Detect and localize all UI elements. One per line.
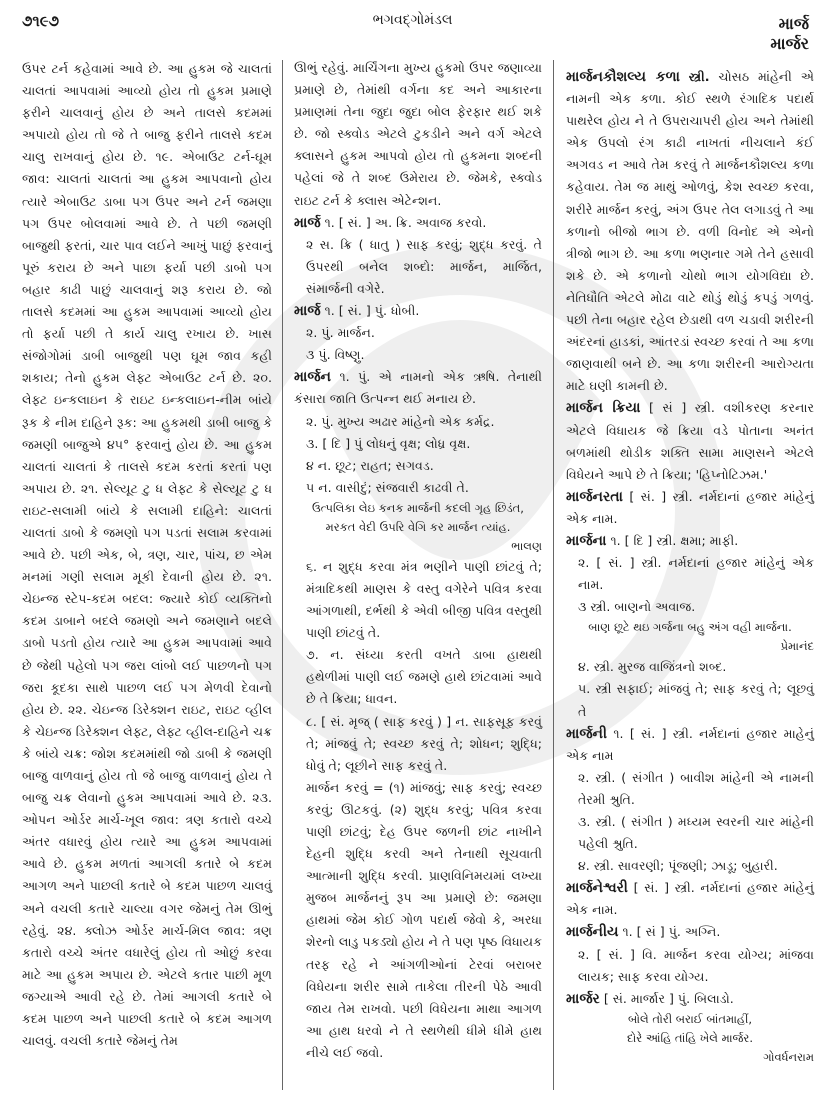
sense: ૧. [ સં ] પું. અગ્નિ. [622,924,721,940]
sense: ૧. [ સં. ] અ. ક્રિ. અવાજ કરવો. [324,214,487,230]
dictionary-entry [294,300,542,366]
definition: ચોસઠ માંહેની એ નામની એક કળા. કોઈ સ્થળે રંગાદિક પદાર્થ પાથરેલ હોય ને તે ઉપરાચાપરી હોય અને તેમાંથી એક ઉપલો રંગ કાઢી નાખતાં નીચલાને કંઈ અગવડ ન આવે તેમ કરવું તે માર્જનકૌશલ્ય કળા કહેવાય. તેમ જ માથું ઓળવું, કેશ સ્વચ્છ કરવા, શરીરે માર્જન કરવું, અંગ ઉપર તેલ લગાડવું તે આ કળાનો બીજો ભાગ છે. વળી વિનોદ એ એનો ત્રીજો ભાગ છે. આ કળા ભણનાર ગમે તેને હસાવી શકે છે. એ કળાનો ચોથો ભાગ યોગવિદ્યા છે. નેતિધૌતિ એટલે મોઢા વાટે થોડું થોડું કપડું ગળવું. પછી તેના બહાર રહેલ છેડાથી વળ ચડાવી શરીરની અંદરનાં હાડકાં, આંતરડાં સ્વચ્છ કરવાં તે આ કળા જાણવાથી બને છે. આ કળા શરીરની આરોગ્યતા માટે ઘણી કામની છે. [566,69,814,394]
definition: નર્મદાનાં હજાર માંહેનું એક નામ. [566,488,814,526]
sense: ૩. સ્ત્રી. ( સંગીત ) મધ્યમ સ્વરની ચાર માંહેની પહેલી શ્રુતિ. [578,814,814,852]
dictionary-entry [566,723,814,878]
sense: ૪. સ્ત્રી. મુરજ વાજિંત્રનો શબ્દ. [578,659,727,675]
quote-line: બોલે તોરી બરાઈ બાંતમાહીં, [627,1011,753,1026]
quote-line: દોરે આંહિ તાંહિ ખેલે માર્જર. [626,1030,754,1045]
headword: માર્જનરતા [566,488,623,505]
headword: માર્જ [294,303,321,320]
sense: ૨. પું. માર્જન. [306,325,375,341]
sense: ૧. [ દિ ] સ્ત્રી. ક્ષમા; માફી. [610,532,739,548]
definition: વશીકરણ કરનાર એટલે વિધાયક જે ક્રિયા વડે પોતાના અનંત બળમાંથી થોડીક શક્તિ સામા માણસને એટલે વિધેયને આપે છે તે ક્રિયા; 'હિપ્નોટિઝમ.' [566,400,814,482]
sense: ૩ પું. વિષ્ણુ. [306,347,365,363]
sense: ૪. સ્ત્રી. સાવરણી; પૂંજણી; ઝાડૂ; બુહારી. [578,858,778,874]
headword: માર્જનેશ્વરી [566,880,628,897]
column-2 [294,57,542,1064]
headword: માર્જન [294,369,331,386]
dictionary-entry [566,397,814,485]
quote-line: બાણ છૂટે થઇ ગર્જના બહુ અંગ વહી માર્જના. [588,620,792,635]
sense: ૧. [ સં. ] સ્ત્રી. નર્મદાનાં હજાર માહેનું એક નામ [566,725,814,763]
dictionary-entry [566,921,814,987]
column-divider [553,60,554,1090]
definition: બિલાડો. [694,990,734,1006]
sense: ૩ સ્ત્રી. બાણનો અવાજ. [578,599,696,615]
sense: ૩. [ દિ ] પું લોધનું વૃક્ષ; લોધ્ર વૃક્ષ. [306,435,471,451]
sense: ૨. [ સં. ] વિ. માર્જન કરવા યોગ્ય; માંજવા લાયક; સાફ કરવા યોગ્ય. [578,946,814,984]
page-header [0,0,825,53]
guide-word-first: માર્જ [778,14,809,33]
sense: ૨. પું. મુખ્ય અઢાર માંહેનો એક કર્મદ્ર. [306,413,495,429]
phrase-definition: માર્જન કરવું = (૧) માંજવું; સાફ કરવું; સ્વચ્છ કરવું; ઊટકવું. (૨) શુદ્ધ કરવું; પવિત્ર કરવા પાણી છાંટવું; દેહ ઉપર જળની છાંટ નાખીને દેહની શુદ્ધિ કરવી અને તેનાથી સૂચવાતી આત્માની શુદ્ધિ કરવી. પ્રાણવિનિમયમાં લખ્યા મુજબ માર્જનનું રૂપ આ પ્રમાણે છે: જમણા હાથમાં જેમ કોઈ ગોળ પદાર્થ જેવો કે, અરધા શેરનો લાડુ પકડ્યો હોય ને તે પણ પૃષ્ઠ વિધાયક તરફ રહે ને આંગળીઓનાં ટેરવાં બરાબર વિધેયના શરીર સામે તાકેલા તીરની પેઠે આવી જાય તેમ રાખવો. પછી વિધેયના માથા આગળ આ હાથ ધરવો ને તે સ્થળેથી ધીમે ધીમે હાથ નીચે લઈ જવો. [306,779,542,1060]
sense: ૨. [ સં. ] સ્ત્રી. નર્મદાનાં હજાર માંહેનું એક નામ. [578,555,814,593]
grammar-label: [ સં. ] સ્ત્રી. [629,488,693,504]
headword: માર્જર [566,990,600,1007]
column-divider [282,60,283,1090]
column-1 [22,58,272,1052]
quote-source: ભાલણ [511,538,542,553]
dictionary-entry [566,988,814,1067]
running-title: ભગવદ્ગોમંડલ [372,12,453,28]
sense: ૫. સ્ત્રી સફાઈ; માંજવું તે; સાફ કરવું તે; લૂછવું તે [578,681,814,719]
guide-word-last: માર્જર [770,34,809,53]
headword: માર્જનીય [566,924,619,941]
grammar-label: [ સં. માર્જાર ] પું. [603,990,691,1006]
headword: માર્જન ક્રિયા [566,400,641,417]
page-number: ૭૧૯૭ [22,12,60,30]
sense: ૪ ન. છૂટ; રાહત; સગવડ. [306,457,434,473]
headword: માર્જનકૌશલ્ય કળા [566,69,680,85]
dictionary-entry [566,877,814,921]
dictionary-entry [294,366,542,1064]
headword: માર્જની [566,725,607,742]
dictionary-entry [566,486,814,530]
grammar-label: સ્ત્રી. [688,69,710,84]
sense: ૫ ન. વાસીદું; સંજવારી કાઢવી તે. [306,479,469,495]
grammar-label: [ સં. ] સ્ત્રી. [633,880,695,896]
quote-source: ગોવર્ધનરામ [763,1049,814,1064]
sense: ૨. સ્ત્રી. ( સંગીત ) બાવીશ માંહેની એ નામની તેરમી શ્રુતિ. [578,769,814,807]
definition: નર્મદાનાં હજાર માંહેનું એક નામ. [566,880,814,918]
sense: ૮. [ સં. મૃજ્ ( સાફ કરવું ) ] ન. સાફસૂફ કરવું તે; માંજવું તે; સ્વચ્છ કરવું તે; શોધન; શુદ્ધિ; ધોવું તે; લૂછીને સાફ કરવું તે. [306,713,542,773]
paragraph: ઉપર ટર્ન કહેવામાં આવે છે. આ હુકમ જે ચાલતાં ચાલતાં આપવામાં આવ્યો હોય તો હુકમ પ્રમાણે ફરીને ચાલવાનું હોય છે અને તાલસે કદમમાં અપાયો હોય તો જે તે બાજુ ફરીને તાલસે કદમ ચાલુ રાખવાનું હોય છે. ૧૯. એબાઉટ ટર્ન-ઘૂમ જાવ: ચાલતાં ચાલતાં આ હુકમ આપવાનો હોય ત્યારે એબાઉટ ડાબા પગ ઉપર અને ટર્ન જમણા પગ ઉપર બોલવામાં આવે છે. તે પછી જમણી બાજુથી ફરતાં, ચાર પાવ લઈને આખું પાછું ફરવાનું પૂરું કરાય છે અને પાછા ફર્યા પછી ડાબો પગ બહાર કાઢી પાછું ચાલવાનું શરૂ કરાય છે. જો તાલસે કદમમાં આ હુકમ આપવામાં આવ્યો હોય તો ફર્યા પછી તે કાર્ય ચાલુ રખાય છે. ખાસ સંજોગોમાં ડાબી બાજુથી પણ ઘૂમ જાવ કહી શકાય; તેનો હુકમ લેફ્ટ એબાઉટ ટર્ન છે. ૨૦. લેફ્ટ ઇન્કલાઇન કે રાઇટ ઇન્કલાઇન-નીમ બાંયે રૂક કે નીમ દાહિને રૂક: આ હુકમથી ડાબી બાજુ કે જમણી બાજુએ ૪૫° ફરવાનું હોય છે. આ હુકમ ચાલતાં ચાલતાં કે તાલસે કદમ કરતાં કરતાં પણ અપાય છે. ૨૧. સેલ્યૂટ ટુ ધ લેફ્ટ કે સેલ્યૂટ ટુ ધ રાઇટ-સલામી બાંયે કે સલામી દાહિને: ચાલતાં ચાલતાં ડાબો કે જમણો પગ પડતાં સલામ કરવામાં આવે છે. પછી એક, બે, ત્રણ, ચાર, પાંચ, છ એમ મનમાં ગણી સલામ મૂકી દેવાની હોય છે. ૨૧. ચેઇન્જ સ્ટેપ-કદમ બદલ: જ્યારે કોઈ વ્યક્તિનો કદમ ડાબાને બદલે જમણો અને જમણાને બદલે ડાબો પડતો હોય ત્યારે આ હુકમ આપવામાં આવે છે જેથી પહેલો પગ જરા લાંબો લઈ પાછળનો પગ જરા કૂદકા સાથે પાછળ લઈ પગ મેળવી દેવાનો હોય છે. ૨૨. ચેઇન્જ ડિરેક્શન રાઇટ, રાઇટ વ્હીલ કે ચેઇન્જ ડિરેક્શન લેફ્ટ, લેફ્ટ વ્હીલ-દાહિને ચક્ર કે બાંયે ચક્ર: જોશ કદમમાંથી જો ડાબી કે જમણી બાજુ વાળવાનું હોય તો જે બાજુ વાળવાનું હોય તે બાજુ ચક્ર લેવાનો હુકમ આપવામાં આવે છે. ૨૩. ઓપન ઓર્ડર માર્ચ-ખૂલ જાવ: ત્રણ કતારો વચ્ચે અંતર વધારવું હોય ત્યારે આ હુકમ આપવામાં આવે છે. હુકમ મળતાં આગલી કતારે બે કદમ આગળ અને પાછલી કતારે બે કદમ પાછળ ચાલવું અને વચલી કતારે ચાલ્યા વગર જેમનું તેમ ઊભું રહેવું. ૨૪. ક્લોઝ ઓર્ડર માર્ચ-મિલ જાવ: ત્રણ કતારો વચ્ચે અંતર વધારેલું હોય તો ઓછું કરવા માટે આ હુકમ અપાય છે. એટલે કતાર પાછી મૂળ જગ્યાએ આવી રહે છે. તેમાં આગલી કતારે બે કદમ પાછળ અને પાછલી કતારે બે કદમ આગળ ચાલવું. વચલી કતારે જેમનું તેમ [22,61,272,1049]
continuation-paragraph: ઊભું રહેવું. માર્ચિંગના મુખ્ય હુકમો ઉપર જણાવ્યા પ્રમાણે છે, તેમાંથી વર્ગના કદ અને આકારના પ્રમાણમાં તેના જુદા જુદા બોલ ફેરફાર થઈ શકે છે. જો સ્ક્વોડ એટલે ટુકડીને અને વર્ગ એટલે ક્લાસને હુકમ આપવો હોય તો હુકમના શબ્દની પહેલાં જે તે શબ્દ ઉમેરાય છે. જેમકે, સ્ક્વોડ રાઇટ ટર્ન કે ક્લાસ એટેન્શન. [294,60,542,208]
sense: ૧. [ સં. ] પું. ધોબી. [324,303,420,319]
dictionary-entry [294,212,542,300]
sense: ૧. પું. એ નામનો એક ઋષિ. તેનાથી કંસારા જાતિ ઉત્પન્ન થઈ મનાય છે. [294,369,542,407]
quote-line: ઉત્પલિકા લેઇ કનક માર્જની કદલી ગૃહ છિડંત, [312,500,524,515]
sense: ૨ સ. ક્રિ ( ધાતુ ) સાફ કરવું; શુદ્ધ કરવું. તે ઉપરથી બનેલ શબ્દો: માર્જન, માર્જિત, સંમાર્જની વગેરે. [306,236,542,296]
dictionary-entry [566,530,814,723]
headword: માર્જ [294,214,321,231]
quote-line: મરકત વેદી ઉપરિ વેગિ કર માર્જન ત્યાંહ. [325,519,511,534]
quote-source: પ્રેમાનંદ [780,639,814,654]
sense: ૬. ન શુદ્ધ કરવા મંત્ર ભણીને પાણી છાંટવું તે; મંત્રાદિકથી માણસ કે વસ્તુ વગેરેને પવિત્ર કરવા આંગળાથી, દર્ભથી કે એવી બીજી પવિત્ર વસ્તુથી પાણી છાંટવું તે. [306,558,542,641]
sense: ૭. ન. સંધ્યા કરતી વખતે ડાબા હાથથી હથેળીમાં પાણી લઈ જમણે હાથે છાંટવામાં આવે છે તે ક્રિયા; ધાવન. [306,647,542,707]
headword: માર્જના [566,532,607,549]
grammar-label: [ સં ] સ્ત્રી. [649,400,715,416]
dictionary-entry [566,66,814,397]
column-3 [566,66,814,1067]
